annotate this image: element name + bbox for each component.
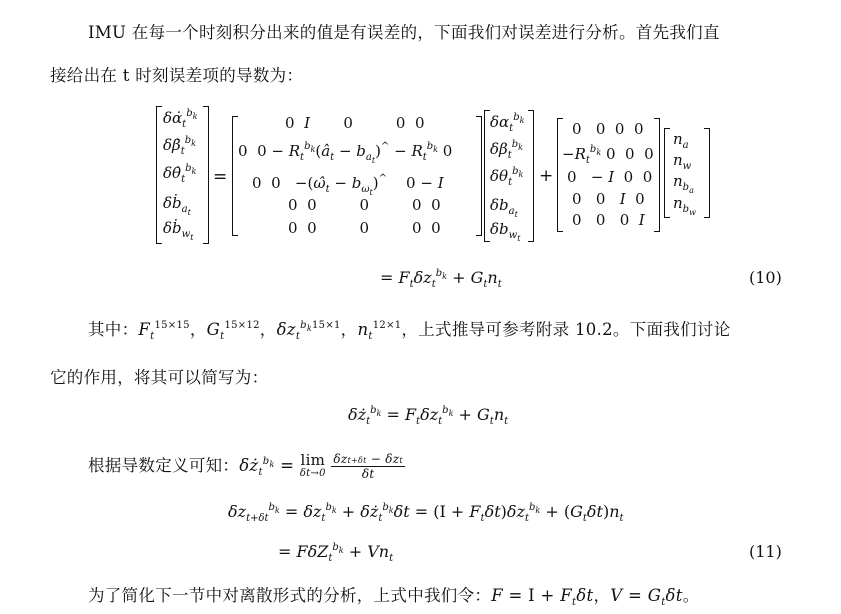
noise-nw: $n_w$ [673,151,692,172]
equation-10-compact: = $F_t\delta z_t^{b_k} + G_tn_t$ [380,268,502,290]
F-row3: 0 $0 -(\omegâ_t - b_{\omega_t})^{\^{}}$ 0 − I [252,173,444,197]
lhs-alpha-dot: $\delta\alphȧ_t^{b_k}$ [163,108,198,130]
dim-F: 15×15 [154,320,190,331]
G-row5: 0 0 0 I [572,211,645,229]
plus-sign: + [539,166,554,186]
state-theta: $\delta\theta_t^{b_k}$ [490,166,524,188]
lhs-beta-dot: $\delta\betȧ_t^{b_k}$ [163,135,196,157]
lhs-bw-dot: δḃ$_{w_t}$ [163,219,194,242]
equation-10-label: (10) [749,268,782,287]
F-left-bracket [232,116,238,236]
state-ba: $\delta b_{a_t}$ [490,196,518,219]
lhs-theta-dot: $\delta\thetȧ_t^{b_k}$ [163,163,197,185]
paragraph-substitution: 为了简化下一节中对离散形式的分析，上式中我们令：$F = I + F_t\delta t$，$V = G_t\delta t$。 [88,586,700,608]
lhs-ba-dot: δḃ$_{a_t}$ [163,194,191,217]
equation-short-form: $\delta ż_t^{b_k} = F_t\delta z_t^{b_k} + G_tn_t$ [348,405,509,427]
state-alpha: $\delta\alpha_t^{b_k}$ [490,112,525,134]
paragraph-intro-line2: 接给出在 t 时刻误差项的导数为： [50,66,304,85]
state-right-bracket [528,110,534,242]
equation-discrete-step: $\delta z_{t+\delta t}^{b_k} = \delta z_t^{b_k}$ + $\delta ż_t^{b_k}\delta t = (I + F_t\delta t)\delta z_t^{b_k} + (G_t\delta t)n_t$ [228,502,624,524]
para2-prefix: 其中： [88,320,139,339]
G-row2: $-R_t^{b_k}$ 0 0 0 [562,144,654,166]
limit-operator: lim δt→0 [299,450,326,479]
noise-nbw: $n_{b_w}$ [673,194,696,217]
right-bracket [203,106,209,244]
F-row2: 0 $0 - R_t^{b_k}(â_t - b_{a_t})^{\^{}} - R_t^{b_k}$ 0 [238,141,453,165]
para4-suffix: 。 [682,586,700,605]
F-right-bracket [476,116,482,236]
difference-quotient: $\frac{\text{δzt+δt − δzt}}{\delta t}$ [333,452,403,481]
noise-right-bracket [704,128,710,218]
noise-nba: $n_{b_a}$ [673,172,694,195]
dim-n: 12×1 [372,320,402,331]
paragraph-derivative-definition: 根据导数定义可知：$\delta ż_t^{b_k} = \lim$ δt→0 $\frac{\text{δzt+δt − δzt}}{\delta t}$ [88,450,403,481]
para4-prefix: 为了简化下一节中对离散形式的分析，上式中我们令： [88,586,492,605]
dim-z: 15×1 [312,320,341,331]
equals-sign: = [213,167,228,187]
F-row5: 0 0 0 0 0 [288,219,441,237]
G-left-bracket [557,118,563,232]
para2-suffix: ，上式推导可参考附录 10.2。下面我们讨论 [401,320,731,339]
noise-left-bracket [664,128,670,218]
F-row1: 0 I 0 0 0 [285,114,425,132]
dim-G: 15×12 [224,320,260,331]
G-row3: 0 − I 0 0 [567,168,653,186]
left-bracket [156,106,162,244]
paragraph-dimensions-line1: 其中：$F_t^{15\times 15}$，$G_t^{15\times 12}$，$\delta z_t^{b_k15\times 1}$，$n_t^{12\times 1}$，上式推导可参考附录 10.2。下面我们讨论 [88,320,731,342]
G-row4: 0 0 I 0 [572,190,645,208]
equation-11-label: (11) [749,542,782,561]
noise-na: $n_a$ [673,130,689,151]
state-bw: $\delta b_{w_t}$ [490,220,521,243]
state-beta: $\delta\beta_t^{b_k}$ [490,139,523,161]
para3-prefix: 根据导数定义可知： [88,456,240,475]
G-row1: 0 0 0 0 [572,120,644,138]
equation-11: = $F\delta Z_t^{b_k} + Vn_t$ [278,542,394,564]
F-row4: 0 0 0 0 0 [288,196,441,214]
paragraph-dimensions-line2: 它的作用，将其可以简写为： [50,368,269,387]
paragraph-intro-line1: IMU 在每一个时刻积分出来的值是有误差的，下面我们对误差进行分析。首先我们直 [88,23,720,42]
G-right-bracket [654,118,660,232]
